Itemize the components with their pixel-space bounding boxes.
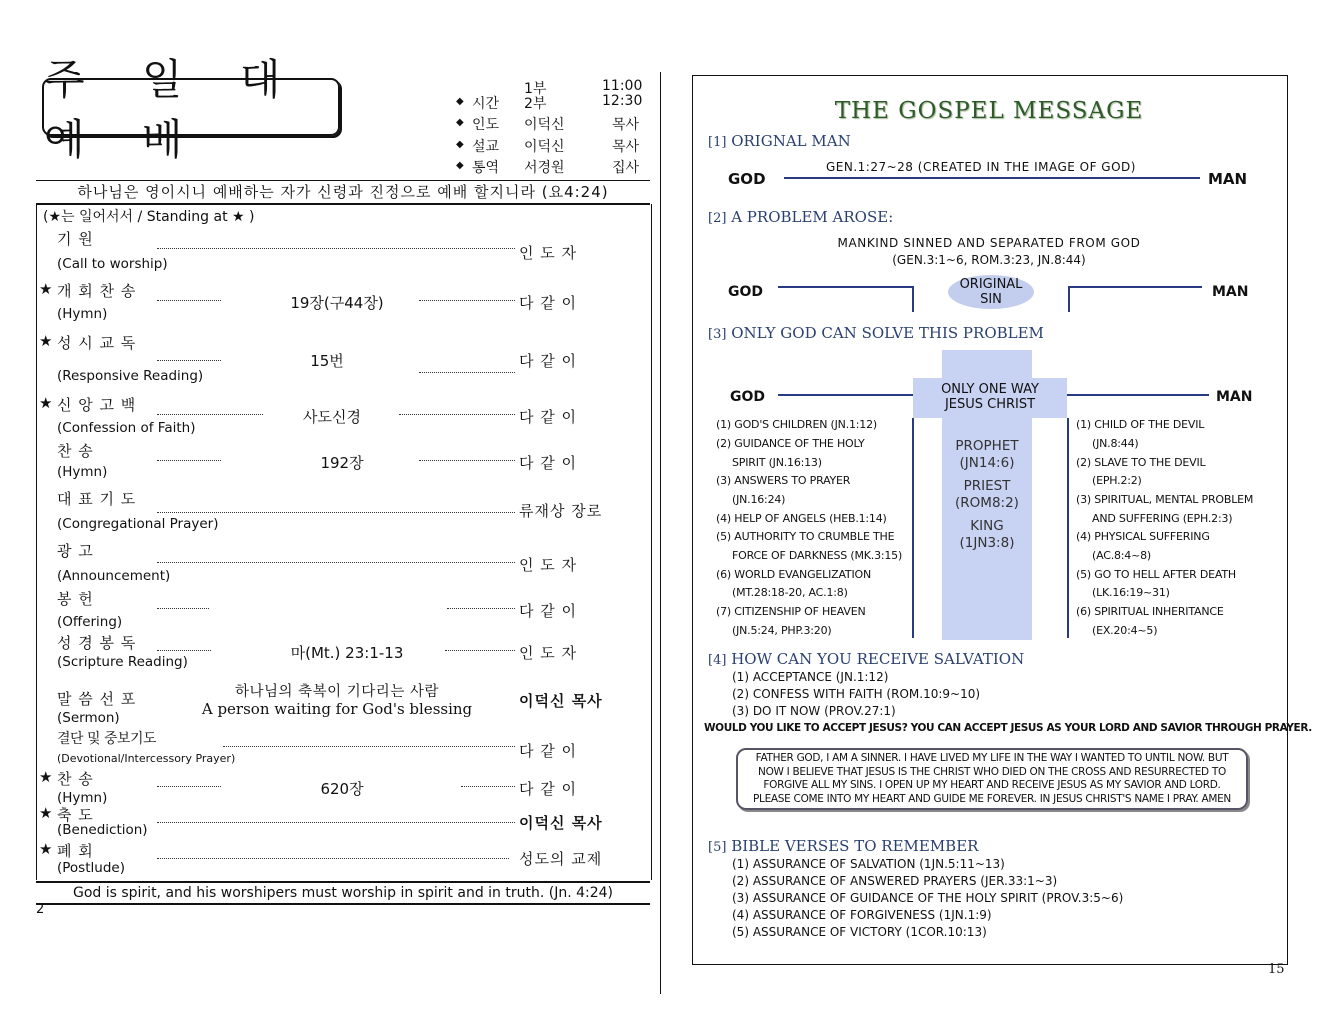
order-item [37, 840, 651, 876]
s2-caption-1: MANKIND SINNED AND SEPARATED FROM GOD [837, 236, 1141, 250]
list-item: (4) HELP OF ANGELS (HEB.1:14) [716, 512, 887, 525]
order-item [37, 728, 651, 772]
dotted-leader [157, 562, 515, 563]
role-name: 이덕신 [524, 139, 565, 155]
item-detail: 마(Mt.) 23:1-13 [290, 644, 404, 662]
section-heading-2 [708, 208, 893, 226]
list-item: AND SUFFERING (EPH.2:3) [1092, 512, 1233, 525]
order-item [37, 440, 651, 484]
role-label: 설교 [472, 139, 500, 155]
list-item: FORCE OF DARKNESS (MK.3:15) [732, 549, 903, 562]
s2-caption-2: (GEN.3:1~6, ROM.3:23, JN.8:44) [892, 253, 1086, 267]
column-line-right [1067, 418, 1069, 638]
order-item [37, 228, 651, 276]
item-leader: 이덕신 목사 [519, 692, 603, 710]
item-leader: 다 같 이 [519, 294, 578, 312]
section-title: BIBLE VERSES TO REMEMBER [731, 837, 979, 855]
verse-item: (2) ASSURANCE OF ANSWERED PRAYERS (JER.33:1~3) [732, 874, 1058, 888]
item-english: (Hymn) [57, 790, 108, 806]
god-label: GOD [730, 389, 766, 405]
verse-item: (1) ASSURANCE OF SALVATION (1JN.5:11~13) [732, 857, 1005, 871]
item-korean: 축 도 [57, 806, 94, 824]
item-english: (Offering) [57, 614, 123, 630]
dotted-leader [445, 650, 515, 651]
order-item [37, 680, 651, 728]
original-sin-badge [948, 275, 1034, 309]
english-verse-banner: God is spirit, and his worshipers must worship in spirit and in truth. (Jn. 4:24) [36, 881, 650, 905]
item-leader: 다 같 이 [519, 408, 578, 426]
prayer-line: FORGIVE ALL MY SINS. I OPEN UP MY HEART AND RECEIVE JESUS AS MY SAVIOR AND LORD. [763, 779, 1221, 791]
star-icon: ★ [39, 804, 53, 822]
section-number: [4] [708, 653, 727, 668]
section-number: [5] [708, 840, 727, 855]
section-number: [3] [708, 327, 727, 342]
list-item: (4) PHYSICAL SUFFERING [1076, 530, 1210, 543]
item-korean: 성 경 봉 독 [57, 634, 137, 652]
dotted-leader [399, 414, 515, 415]
order-item [37, 804, 651, 840]
item-detail: 사도신경 [303, 408, 361, 426]
list-item: (6) WORLD EVANGELIZATION [716, 568, 871, 581]
cross-label [913, 382, 1067, 412]
role-title: 목사 [612, 117, 640, 133]
item-detail: 620장 [320, 780, 364, 798]
role-name: 이덕신 [524, 117, 565, 133]
standing-note: (★는 일어서서 / Standing at ★ ) [43, 209, 255, 225]
list-item: (2) SLAVE TO THE DEVIL [1076, 456, 1206, 469]
item-leader: 인 도 자 [519, 556, 578, 574]
item-korean: 신 앙 고 백 [57, 396, 137, 414]
list-item: (7) CITIZENSHIP OF HEAVEN [716, 605, 866, 618]
item-leader: 다 같 이 [519, 454, 578, 472]
order-item [37, 332, 651, 384]
dotted-leader [157, 786, 221, 787]
worship-title: 주 일 대 예 배 [42, 78, 340, 136]
dotted-leader [419, 460, 515, 461]
role-label: 통역 [472, 160, 500, 176]
item-leader: 인 도 자 [519, 644, 578, 662]
original-sin-text: ORIGINAL [959, 277, 1023, 292]
list-item: (JN.5:24, PHP.3:20) [732, 624, 832, 637]
office-title: PROPHET [955, 438, 1019, 454]
item-detail: 19장(구44장) [290, 294, 384, 312]
role-label: 인도 [472, 117, 500, 133]
service-label: 1부 [524, 81, 547, 97]
sermon-title-english: A person waiting for God's blessing [201, 700, 473, 718]
list-item: (1) CHILD OF THE DEVIL [1076, 418, 1205, 431]
order-item [37, 280, 651, 328]
broken-line-left [778, 286, 914, 288]
order-of-worship [36, 204, 652, 880]
item-english: (Announcement) [57, 568, 171, 584]
section-number: [1] [708, 135, 727, 150]
section-title: HOW CAN YOU RECEIVE SALVATION [731, 650, 1025, 668]
office-title: KING [970, 518, 1004, 534]
star-icon: ★ [39, 768, 53, 786]
list-item: (JN.8:44) [1092, 437, 1139, 450]
dotted-leader [223, 746, 515, 747]
broken-line-right-drop [1068, 286, 1070, 312]
item-english: (Hymn) [57, 306, 108, 322]
bullet-icon: ◆ [456, 139, 464, 150]
item-leader: 류재상 장로 [519, 502, 603, 520]
cross-label-line: JESUS CHRIST [944, 397, 1036, 412]
original-sin-text: SIN [980, 292, 1002, 307]
dotted-leader [157, 858, 509, 859]
korean-verse-banner: 하나님은 영이시니 예배하는 자가 신령과 진정으로 예배 할지니라 (요4:24) [36, 180, 650, 205]
prayer-line: PLEASE COME INTO MY HEART AND GUIDE ME FOREVER. IN JESUS CHRIST'S NAME I PRAY. AMEN [753, 792, 1231, 805]
list-item: (5) GO TO HELL AFTER DEATH [1076, 568, 1236, 581]
verse-item: (4) ASSURANCE OF FORGIVENESS (1JN.1:9) [732, 908, 992, 922]
dotted-leader [157, 460, 221, 461]
broken-line-left-drop [912, 286, 914, 312]
list-item: (AC.8:4~8) [1092, 549, 1152, 562]
christ-offices [942, 438, 1032, 552]
list-item: (EPH.2:2) [1092, 474, 1142, 487]
dotted-leader [447, 608, 515, 609]
office-ref: (JN14:6) [959, 455, 1015, 471]
item-english: (Sermon) [57, 710, 120, 726]
order-item [37, 632, 651, 672]
sermon-title-korean: 하나님의 축복이 기다리는 사람 [235, 684, 439, 700]
office-ref: (ROM8:2) [955, 495, 1019, 511]
list-item: (LK.16:19~31) [1092, 586, 1170, 599]
dotted-leader [419, 300, 515, 301]
invitation-text: WOULD YOU LIKE TO ACCEPT JESUS? YOU CAN ACCEPT JESUS AS YOUR LORD AND SAVIOR THROUGH PRAYER. [704, 722, 1312, 734]
list-item: (5) AUTHORITY TO CRUMBLE THE [716, 530, 895, 543]
item-korean: 광 고 [57, 542, 94, 560]
item-english: (Call to worship) [57, 256, 168, 272]
item-english: (Responsive Reading) [57, 368, 204, 384]
item-korean: 기 원 [57, 230, 94, 248]
broken-line-right [1068, 286, 1202, 288]
section-heading-5 [708, 837, 978, 855]
item-leader: 다 같 이 [519, 742, 578, 760]
list-item: (1) GOD'S CHILDREN (JN.1:12) [716, 418, 878, 431]
list-item: (MT.28:18-20, AC.1:8) [732, 586, 848, 599]
list-item: (6) SPIRITUAL INHERITANCE [1076, 605, 1224, 618]
office-title: PRIEST [963, 478, 1011, 494]
item-korean: 대 표 기 도 [57, 490, 137, 508]
item-leader: 다 같 이 [519, 602, 578, 620]
item-korean: 성 시 교 독 [57, 334, 137, 352]
section-title: A PROBLEM AROSE: [731, 208, 894, 226]
item-english: (Confession of Faith) [57, 420, 196, 436]
item-english: (Hymn) [57, 464, 108, 480]
item-korean: 폐 회 [57, 842, 94, 860]
item-korean: 찬 송 [57, 770, 94, 788]
man-label: MAN [1208, 170, 1248, 188]
service-time: 11:00 [602, 78, 643, 94]
item-detail: 15번 [310, 352, 344, 370]
man-label: MAN [1212, 284, 1249, 300]
prayer-line: FATHER GOD, I AM A SINNER. I HAVE LIVED MY LIFE IN THE WAY I WANTED TO UNTIL NOW. BUT [755, 752, 1229, 764]
list-item: (EX.20:4~5) [1092, 624, 1158, 637]
s1-caption: GEN.1:27~28 (CREATED IN THE IMAGE OF GOD) [826, 160, 1136, 174]
item-english: (Congregational Prayer) [57, 516, 219, 532]
dotted-leader [419, 372, 515, 373]
service-time: 12:30 [602, 93, 643, 109]
order-item [37, 588, 651, 632]
item-korean: 봉 헌 [57, 590, 94, 608]
order-item [37, 394, 651, 438]
item-detail: 192장 [320, 454, 364, 472]
man-label: MAN [1216, 389, 1253, 405]
prayer-box [736, 748, 1248, 810]
cross-label-line: ONLY ONE WAY [941, 382, 1039, 397]
salvation-step: (3) DO IT NOW (PROV.27:1) [732, 704, 896, 718]
item-leader: 이덕신 목사 [519, 814, 603, 832]
item-leader: 다 같 이 [519, 780, 578, 798]
dotted-leader [157, 650, 211, 651]
service-label: 2부 [524, 96, 547, 112]
dotted-leader [461, 786, 515, 787]
star-icon: ★ [39, 280, 53, 298]
item-korean: 찬 송 [57, 442, 94, 460]
item-english: (Postlude) [57, 860, 125, 876]
item-korean: 개 회 찬 송 [57, 282, 137, 300]
bullet-icon: ◆ [456, 117, 464, 128]
item-leader: 인 도 자 [519, 244, 578, 262]
star-icon: ★ [39, 840, 53, 858]
verse-item: (3) ASSURANCE OF GUIDANCE OF THE HOLY SPIRIT (PROV.3:5~6) [732, 891, 1124, 905]
list-item: (3) ANSWERS TO PRAYER [716, 474, 851, 487]
god-label: GOD [728, 284, 764, 300]
office-ref: (1JN3:8) [959, 535, 1015, 551]
dotted-leader [157, 248, 515, 249]
page-number-left: 2 [36, 902, 45, 917]
gospel-title: THE GOSPEL MESSAGE [834, 98, 1144, 124]
salvation-step: (1) ACCEPTANCE (JN.1:12) [732, 670, 889, 684]
star-icon: ★ [39, 394, 53, 412]
section-heading-1 [708, 132, 851, 150]
page-divider [660, 72, 661, 994]
star-icon: ★ [39, 332, 53, 350]
item-leader: 성도의 교제 [519, 850, 603, 868]
order-item [37, 768, 651, 808]
order-item [37, 488, 651, 536]
god-label: GOD [728, 170, 766, 188]
dotted-leader [157, 608, 209, 609]
item-leader: 다 같 이 [519, 352, 578, 370]
bullet-icon: ◆ [456, 160, 464, 171]
restored-line-right [1067, 394, 1209, 396]
item-english: (Scripture Reading) [57, 654, 188, 670]
list-item: (3) SPIRITUAL, MENTAL PROBLEM [1076, 493, 1254, 506]
section-number: [2] [708, 211, 727, 226]
bullet-icon: ◆ [456, 96, 464, 107]
list-item: SPIRIT (JN.16:13) [732, 456, 822, 469]
item-english: (Devotional/Intercessory Prayer) [57, 752, 236, 765]
section-heading-3 [708, 324, 1044, 342]
role-title: 집사 [612, 160, 640, 176]
salvation-step: (2) CONFESS WITH FAITH (ROM.10:9~10) [732, 687, 981, 701]
role-name: 서경원 [524, 160, 565, 176]
column-line-left [912, 418, 914, 638]
list-item: (2) GUIDANCE OF THE HOLY [716, 437, 865, 450]
order-item [37, 540, 651, 586]
dotted-leader [157, 300, 221, 301]
item-korean: 말 씀 선 포 [57, 690, 137, 708]
role-label: 시간 [472, 96, 500, 112]
page-number-right: 15 [1268, 962, 1285, 977]
relationship-line [784, 177, 1200, 179]
dotted-leader [157, 360, 221, 361]
section-title: ORIGNAL MAN [731, 132, 851, 150]
section-title: ONLY GOD CAN SOLVE THIS PROBLEM [731, 324, 1044, 342]
dotted-leader [157, 512, 515, 513]
verse-item: (5) ASSURANCE OF VICTORY (1COR.10:13) [732, 925, 987, 939]
section-heading-4 [708, 650, 1024, 668]
item-korean: 결단 및 중보기도 [57, 731, 157, 747]
list-item: (JN.16:24) [732, 493, 786, 506]
dotted-leader [157, 822, 515, 823]
role-title: 목사 [612, 139, 640, 155]
item-english: (Benediction) [57, 822, 148, 838]
restored-line-left [778, 394, 913, 396]
prayer-line: NOW I BELIEVE THAT JESUS IS THE CHRIST WHO DIED ON THE CROSS AND RESURRECTED TO [758, 765, 1226, 778]
